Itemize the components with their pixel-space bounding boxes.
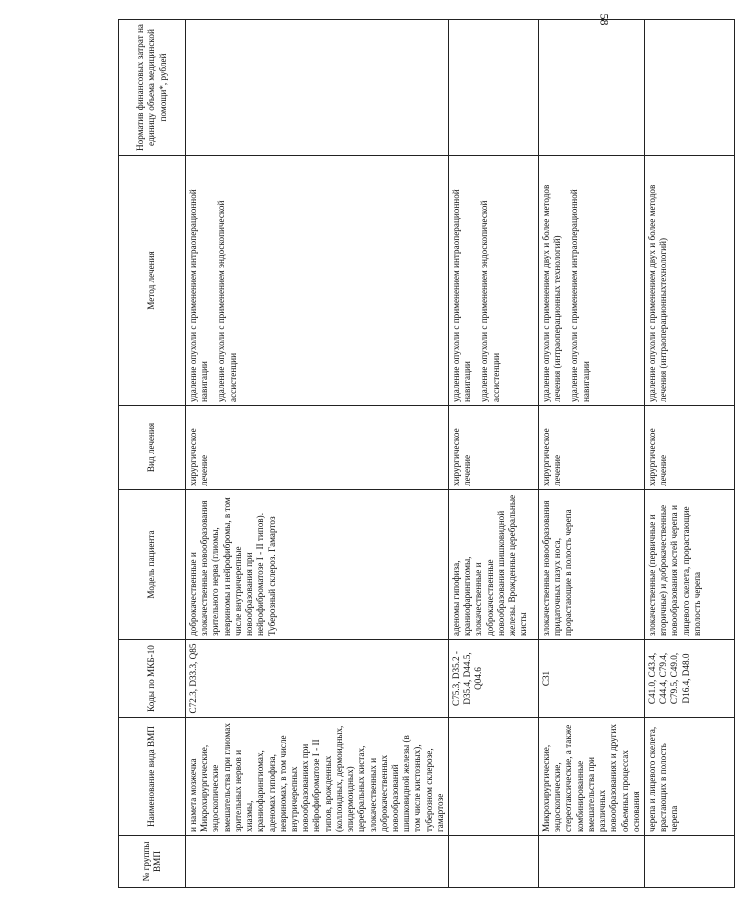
method-item: удаление опухоли с применением интраоперационной навигации	[188, 189, 210, 402]
cell-type: хирургическое лечение	[539, 406, 645, 490]
table-header-row	[119, 20, 186, 888]
cell-type: хирургическое лечение	[645, 406, 735, 490]
table-row	[645, 20, 735, 888]
method-item: удаление опухоли с применением двух и более методов лечения (интраоперационныхтехнологий)	[647, 184, 669, 402]
cell-group	[645, 836, 735, 888]
cell-method	[645, 156, 735, 406]
cell-group	[539, 836, 645, 888]
cell-norm	[449, 20, 539, 156]
cell-name: Микрохирургические, эндоскопические, стереотаксические, а также комбинированные вмешательства при различных новообразованиях и других объемных процессах основания	[539, 718, 645, 836]
cell-name	[449, 718, 539, 836]
header-type: Вид лечения	[119, 406, 186, 490]
cell-type: хирургическое лечение	[186, 406, 449, 490]
method-item: удаление опухоли с применением двух и более методов лечения (интраоперационных технологий)	[541, 184, 563, 402]
cell-name: черепа и лицевого скелета, врастающих в полость черепа	[645, 718, 735, 836]
cell-codes: C75.3, D35.2 - D35.4, D44.5, Q04.6	[449, 640, 539, 718]
cell-model: злокачественные новообразования придаточных пазух носа, прорастающие в полость черепа	[539, 490, 645, 640]
cell-type: хирургическое лечение	[449, 406, 539, 490]
cell-norm	[645, 20, 735, 156]
cell-model: аденомы гипофиза, краниофарингиомы, злокачественные и доброкачественные новообразования шишковидной железы. Врожденные церебральные кисты	[449, 490, 539, 640]
header-name: Наименование вида ВМП	[119, 718, 186, 836]
cell-norm	[186, 20, 449, 156]
table-row	[186, 20, 449, 888]
cell-codes: C31	[539, 640, 645, 718]
cell-method	[539, 156, 645, 406]
rotated-page	[118, 20, 702, 888]
header-codes: Коды по МКБ-10	[119, 640, 186, 718]
page-number: 58	[597, 13, 612, 26]
table-row	[539, 20, 645, 888]
vmp-table	[118, 19, 735, 888]
method-item: удаление опухоли с применением эндоскопической ассистенции	[216, 200, 238, 402]
cell-norm	[539, 20, 645, 156]
cell-method	[449, 156, 539, 406]
method-item: удаление опухоли с применением эндоскопической ассистенции	[479, 200, 501, 402]
header-norm: Норматив финансовых затрат на единицу объема медицинской помощи*, рублей	[119, 20, 186, 156]
cell-model: злокачественные (первичные и вторичные) и доброкачественные новообразования костей черепа и лицевого скелета, прорастающие вполость черепа	[645, 490, 735, 640]
header-model: Модель пациента	[119, 490, 186, 640]
method-item: удаление опухоли с применением интраоперационной навигации	[451, 189, 473, 402]
cell-codes: C41.0, C43.4, C44.4, C79.4, C79.5, C49.0, D16.4, D48.0	[645, 640, 735, 718]
cell-name: и намета мозжечка Микрохирургические, эндоскопические вмешательства при глиомах зрительных нервов и хиазмы, краниофарингиомах, аденомах гипофиза, невриномах, в том числе внутричерепных новообразованиях при нейрофиброматозе I - II типов, врожденных (коллоидных, дермоидных, эпидермоидных) церебральных кистах, злокачественных и доброкачественных новообразований шишковидной железы (в том числе кистозных), туберозном склерозе, гамартозе	[186, 718, 449, 836]
table-row	[449, 20, 539, 888]
header-method: Метод лечения	[119, 156, 186, 406]
header-group: № группы ВМП	[119, 836, 186, 888]
cell-group	[186, 836, 449, 888]
cell-model: доброкачественные и злокачественные новообразования зрительного нерва (глиомы, невриномы и нейрофибромы, в том числе внутричерепные новообразования при нейрофиброматозе I - II типов). Туберозный склероз. Гамартоз	[186, 490, 449, 640]
cell-codes: C72.3, D33.3, Q85	[186, 640, 449, 718]
cell-method	[186, 156, 449, 406]
cell-group	[449, 836, 539, 888]
method-item: удаление опухоли с применением интраоперационной навигации	[569, 189, 591, 402]
